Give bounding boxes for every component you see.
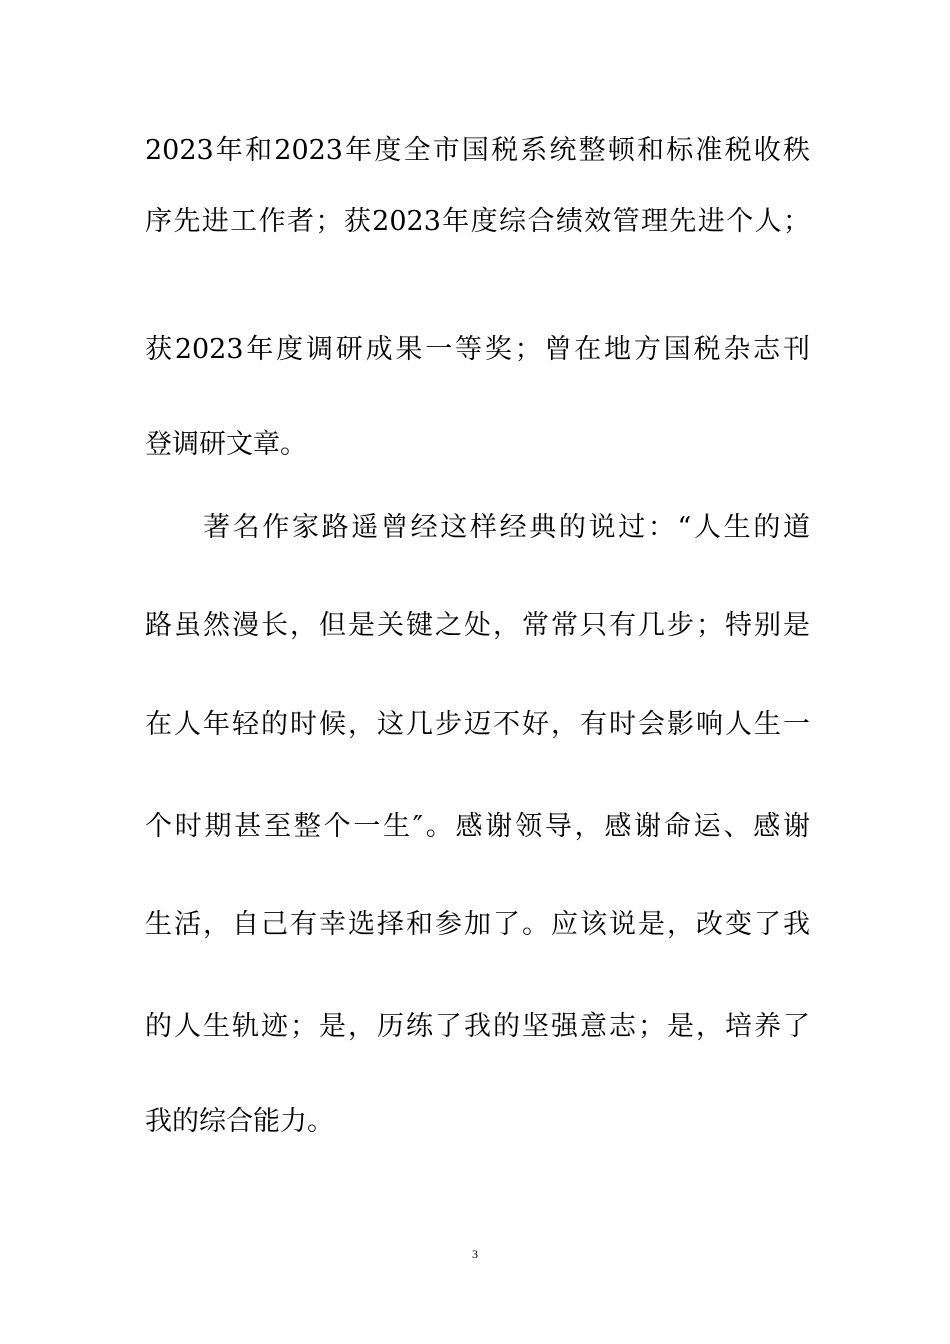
text-line: 登调研文章。: [145, 429, 307, 460]
page-number: 3: [472, 1247, 478, 1261]
text-line: 生活，自己有幸选择和参加了。应该说是，改变了我: [145, 909, 810, 940]
text-line: 序先进工作者；获2023年度综合绩效管理先进个人；: [145, 206, 810, 237]
text-line: 在人年轻的时候，这几步迈不好，有时会影响人生一: [145, 709, 810, 740]
text-line: 获2023年度调研成果一等奖；曾在地方国税杂志刊: [145, 334, 810, 365]
text-line: 的人生轨迹；是，历练了我的坚强意志；是，培养了: [145, 1011, 810, 1042]
text-line: 2023年和2023年度全市国税系统整顿和标准税收秩: [145, 135, 810, 166]
text-line: 路虽然漫长，但是关键之处，常常只有几步；特别是: [145, 610, 810, 641]
text-line: 著名作家路遥曾经这样经典的说过：“人生的道: [203, 512, 810, 543]
text-line: 我的综合能力。: [145, 1106, 334, 1137]
text-line: 个时期甚至整个一生″。感谢领导，感谢命运、感谢: [145, 811, 810, 842]
